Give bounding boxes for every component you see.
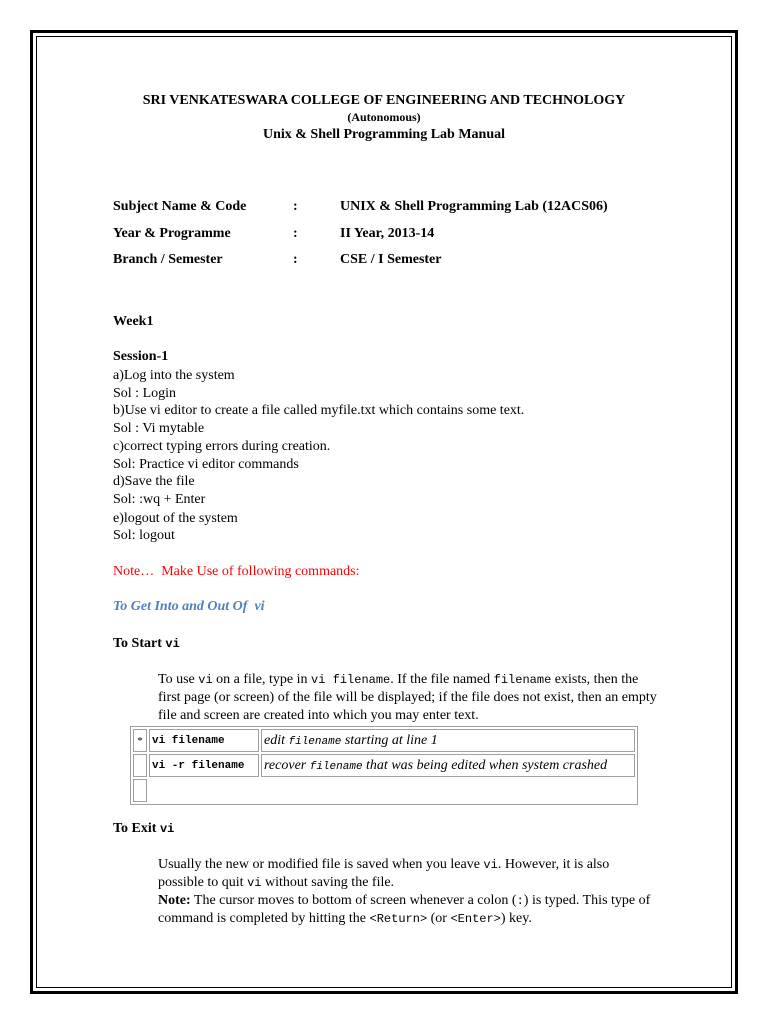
info-separator: : [293,226,298,241]
session-line: Sol: :wq + Enter [113,492,206,507]
manual-title: Unix & Shell Programming Lab Manual [262,127,506,142]
code-run: <Enter> [450,912,501,926]
session-line: e)logout of the system [113,511,238,526]
text-run: without saving the file. [261,875,395,890]
start-paragraph [158,671,658,725]
section-heading: To Get Into and Out Of vi [113,599,265,614]
text-run: ) is typed. This type of command is completed by hitting the [158,893,651,926]
code-run: : [516,894,524,908]
row-marker [133,779,147,802]
exit-heading [113,821,174,837]
code-run: vi [247,876,262,890]
autonomous-label: (Autonomous) [347,110,421,124]
code-run: <Return> [369,912,428,926]
description-cell [261,729,635,752]
text-run: edit [264,732,289,748]
code-run: filename [309,760,363,773]
session-line: Sol : Login [113,386,177,401]
info-separator: : [293,252,298,267]
text-run: To use [158,672,199,687]
info-separator: : [293,199,298,214]
info-label: Year & Programme [113,226,231,241]
college-name: SRI VENKATESWARA COLLEGE OF ENGINEERING AND TECHNOLOGY [142,93,626,108]
table-row [133,729,635,752]
session-line: Sol: logout [113,528,175,543]
session-line: a)Log into the system [113,368,235,383]
exit-heading-text: To Exit [113,821,160,836]
session-line: b)Use vi editor to create a file called myfile.txt which contains some text. [113,403,525,418]
command-cell: vi -r filename [149,754,259,777]
command-cell: vi filename [149,729,259,752]
start-heading [113,636,180,652]
text-run: (or [427,911,451,926]
text-run: starting at line 1 [341,732,438,748]
text-run: . However, it is also possible to quit [158,857,610,890]
session-line: c)correct typing errors during creation. [113,439,331,454]
code-run: filename [288,735,342,748]
start-heading-code: vi [165,637,180,651]
session-line: Sol: Practice vi editor commands [113,457,299,472]
note-label: Note: [158,893,191,908]
text-run: that was being edited when system crashed [362,757,608,773]
session-line: d)Save the file [113,474,195,489]
note-text: Note… Make Use of following commands: [113,564,360,579]
table-row [133,754,635,777]
text-run: The cursor moves to bottom of screen whenever a colon ( [190,893,517,908]
info-value: II Year, 2013-14 [340,226,435,241]
info-value: UNIX & Shell Programming Lab (12ACS06) [340,199,608,214]
week-heading: Week1 [113,314,154,329]
empty-cell [149,779,635,802]
text-run: Usually the new or modified file is saved when you leave [158,857,484,872]
session-heading: Session-1 [113,349,169,364]
code-run: vi [483,858,498,872]
row-marker: * [133,729,147,752]
text-run: exists, then the first page (or screen) of the file will be displayed; if the file does not exist, then an empty file and screen are created into which you may enter text. [158,672,657,723]
code-run: vi filename [311,673,391,687]
table-row [133,779,635,802]
code-run: vi [198,673,213,687]
info-value: CSE / I Semester [340,252,442,267]
text-run: ) key. [500,911,532,926]
session-line: Sol : Vi mytable [113,421,205,436]
row-marker [133,754,147,777]
code-run: filename [493,673,552,687]
info-label: Subject Name & Code [113,199,247,214]
info-label: Branch / Semester [113,252,223,267]
vi-start-table [130,726,638,805]
text-run: on a file, type in [212,672,312,687]
text-run: . If the file named [390,672,494,687]
exit-paragraph [158,856,658,928]
description-cell [261,754,635,777]
start-heading-text: To Start [113,636,166,651]
exit-heading-code: vi [159,822,175,836]
text-run: recover [264,757,310,773]
